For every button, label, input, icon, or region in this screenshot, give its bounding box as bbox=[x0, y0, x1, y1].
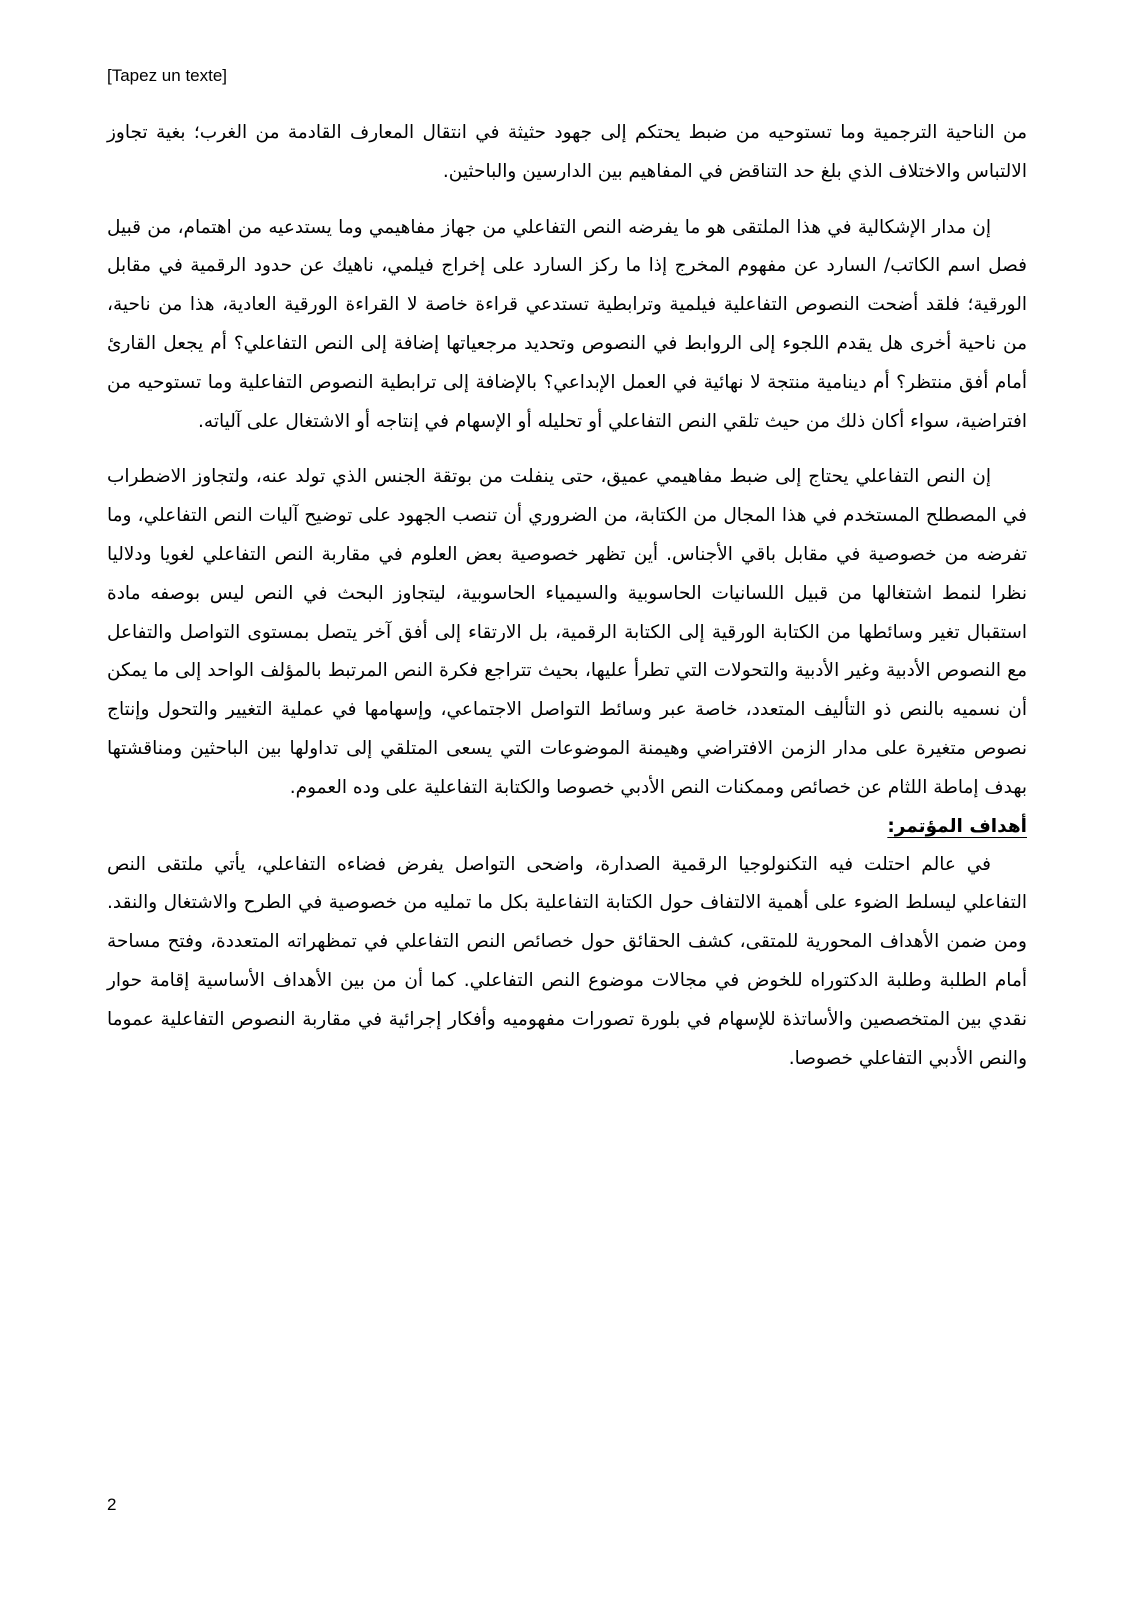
document-body bbox=[107, 114, 1027, 1078]
paragraph-conceptual-framework: إن النص التفاعلي يحتاج إلى ضبط مفاهيمي عميق، حتى ينفلت من بوتقة الجنس الذي تولد عنه، ولتجاوز الاضطراب في المصطلح المستخدم في هذا المجال من الكتابة، من الضروري أن تنصب الجهود على توضيح آليات النص التفاعلي، وما تفرضه من خصوصية في مقابل باقي الأجناس. أين تظهر خصوصية بعض العلوم في مقاربة النص التفاعلي لغويا ودلاليا نظرا لنمط اشتغالها من قبيل اللسانيات الحاسوبية والسيمياء الحاسوبية، ليتجاوز البحث في النص ليس بوصفه مادة استقبال تغير وسائطها من الكتابة الورقية إلى الكتابة الرقمية، بل الارتقاء إلى أفق آخر يتصل بمستوى التواصل والتفاعل مع النصوص الأدبية وغير الأدبية والتحولات التي تطرأ عليها، بحيث تتراجع فكرة النص المرتبط بالمؤلف الواحد إلى ما يمكن أن نسميه بالنص ذو التأليف المتعدد، خاصة عبر وسائط التواصل الاجتماعي، وإسهامها في عملية التغيير والتحول وإنتاج نصوص متغيرة على مدار الزمن الافتراضي وهيمنة الموضوعات التي يسعى المتلقي إلى تداولها بين الباحثين ومناقشتها بهدف إماطة اللثام عن خصائص وممكنات النص الأدبي خصوصا والكتابة التفاعلية على وده العموم. bbox=[107, 466, 1027, 798]
page-number: 2 bbox=[107, 1495, 117, 1514]
paragraph-translation-context: من الناحية الترجمية وما تستوحيه من ضبط يحتكم إلى جهود حثيثة في انتقال المعارف القادمة من الغرب؛ بغية تجاوز الالتباس والاختلاف الذي بلغ حد التناقض في المفاهيم بين الدارسين والباحثين. bbox=[107, 122, 1027, 182]
page-header: [Tapez un texte] bbox=[107, 66, 228, 85]
section-heading-objectives: أهداف المؤتمر: bbox=[887, 815, 1027, 837]
paragraph-problematic: إن مدار الإشكالية في هذا الملتقى هو ما يفرضه النص التفاعلي من جهاز مفاهيمي وما يستدعيه من اهتمام، من قبيل فصل اسم الكاتب/ السارد عن مفهوم المخرج إذا ما ركز السارد على إخراج فيلمي، ناهيك عن حدود الرقمية في مقابل الورقية؛ فلقد أضحت النصوص التفاعلية فيلمية وترابطية تستدعي قراءة خاصة لا القراءة الورقية العادية، هذا من ناحية، من ناحية أخرى هل يقدم اللجوء إلى الروابط في النصوص وتحديد مرجعياتها إضافة إلى النص التفاعلي؟ أم يجعل القارئ أمام أفق منتظر؟ أم دينامية منتجة لا نهائية في العمل الإبداعي؟ بالإضافة إلى ترابطية النصوص التفاعلية وما تستوحيه من افتراضية، سواء أكان ذلك من حيث تلقي النص التفاعلي أو تحليله أو الإسهام في إنتاجه أو الاشتغال على آلياته. bbox=[107, 216, 1027, 432]
paragraph-objectives: في عالم احتلت فيه التكنولوجيا الرقمية الصدارة، واضحى التواصل يفرض فضاءه التفاعلي، يأتي ملتقى النص التفاعلي ليسلط الضوء على أهمية الالتفاف حول الكتابة التفاعلية بكل ما تمليه من خصوصية في الطرح والاشتغال والنقد. ومن ضمن الأهداف المحورية للمتقى، كشف الحقائق حول خصائص النص التفاعلي في تمظهراته المتعددة، وفتح مساحة أمام الطلبة وطلبة الدكتوراه للخوض في مجالات موضوع النص التفاعلي. كما أن من بين الأهداف الأساسية إقامة حوار نقدي بين المتخصصين والأساتذة للإسهام في بلورة تصورات مفهوميه وأفكار إجرائية في مقاربة النصوص التفاعلية عموما والنص الأدبي التفاعلي خصوصا. bbox=[107, 853, 1027, 1069]
